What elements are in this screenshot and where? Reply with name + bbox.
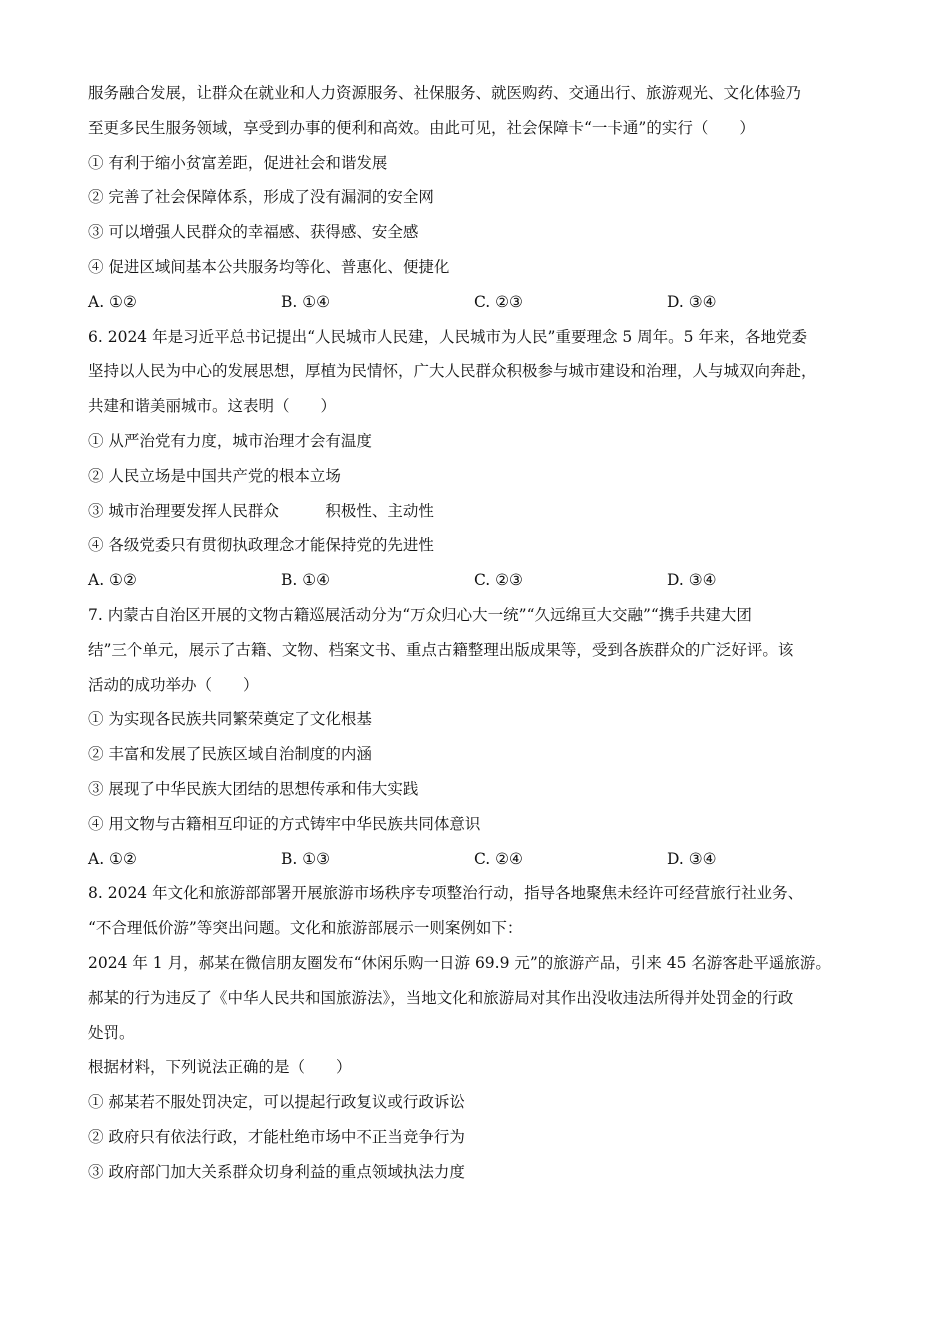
answer-options <box>88 285 888 320</box>
statement: ② 丰富和发展了民族区域自治制度的内涵 <box>88 745 372 764</box>
case-line: 2024 年 1 月，郝某在微信朋友圈发布“休闲乐购一日游 69.9 元”的旅游产品，引来 45 名游客赴平遥旅游。 <box>88 953 831 972</box>
statement: ① 为实现各民族共同繁荣奠定了文化根基 <box>88 710 372 729</box>
option-b: B. ①④ <box>281 292 331 311</box>
stem-line: 7. 内蒙古自治区开展的文物古籍巡展活动分为“万众归心大一统”“久远绵亘大交融”“携手共建大团 <box>88 605 752 624</box>
option-c: C. ②③ <box>474 571 523 590</box>
question-6 <box>88 320 888 598</box>
question-7 <box>88 598 888 876</box>
statement: ③ 展现了中华民族大团结的思想传承和伟大实践 <box>88 779 419 798</box>
option-d: D. ③④ <box>667 849 717 868</box>
stem-line: 结”三个单元，展示了古籍、文物、档案文书、重点古籍整理出版成果等，受到各族群众的广泛好评。该 <box>88 640 794 659</box>
option-c: C. ②④ <box>474 849 523 868</box>
answer-options <box>88 842 888 877</box>
option-b: B. ①③ <box>281 849 331 868</box>
option-d: D. ③④ <box>667 292 717 311</box>
option-a: A. ①② <box>88 292 137 311</box>
statement: ① 有利于缩小贫富差距，促进社会和谐发展 <box>88 153 388 172</box>
exam-page <box>88 76 888 1190</box>
option-c: C. ②③ <box>474 292 523 311</box>
case-line: 郝某的行为违反了《中华人民共和国旅游法》，当地文化和旅游局对其作出没收违法所得并处罚金的行政 <box>88 988 794 1007</box>
statement: ① 郝某若不服处罚决定，可以提起行政复议或行政诉讼 <box>88 1093 465 1112</box>
option-a: A. ①② <box>88 849 137 868</box>
answer-options <box>88 563 888 598</box>
option-d: D. ③④ <box>667 571 717 590</box>
stem-line: 至更多民生服务领域，享受到办事的便利和高效。由此可见，社会保障卡“一卡通”的实行（ ） <box>88 118 755 137</box>
stem-line: 服务融合发展，让群众在就业和人力资源服务、社保服务、就医购药、交通出行、旅游观光、文化体验乃 <box>88 84 802 102</box>
stem-line: 坚持以人民为中心的发展思想，厚植为民情怀，广大人民群众积极参与城市建设和治理，人与城双向奔赴， <box>88 362 817 381</box>
statement: ④ 用文物与古籍相互印证的方式铸牢中华民族共同体意识 <box>88 814 481 833</box>
question-5-continued <box>88 76 888 320</box>
stem-line: “不合理低价游”等突出问题。文化和旅游部展示一则案例如下： <box>88 919 523 938</box>
case-line: 处罚。 <box>88 1023 135 1042</box>
stem-line: 活动的成功举办（ ） <box>88 675 259 694</box>
statement: ② 政府只有依法行政，才能杜绝市场中不正当竞争行为 <box>88 1127 465 1146</box>
statement: ① 从严治党有力度，城市治理才会有温度 <box>88 431 372 450</box>
statement: ③ 城市治理要发挥人民群众 积极性、主动性 <box>88 501 434 520</box>
statement: ③ 可以增强人民群众的幸福感、获得感、安全感 <box>88 223 419 242</box>
statement: ④ 促进区域间基本公共服务均等化、普惠化、便捷化 <box>88 257 450 276</box>
stem-line: 8. 2024 年文化和旅游部部署开展旅游市场秩序专项整治行动，指导各地聚焦未经许可经营旅行社业务、 <box>88 884 804 903</box>
statement: ④ 各级党委只有贯彻执政理念才能保持党的先进性 <box>88 536 434 555</box>
option-b: B. ①④ <box>281 571 331 590</box>
statement: ③ 政府部门加大关系群众切身利益的重点领域执法力度 <box>88 1162 465 1181</box>
stem-line: 共建和谐美丽城市。这表明（ ） <box>88 397 337 416</box>
question-8 <box>88 876 888 1189</box>
stem-line: 6. 2024 年是习近平总书记提出“人民城市人民建，人民城市为人民”重要理念 5 周年。5 年来，各地党委 <box>88 327 807 346</box>
option-a: A. ①② <box>88 571 137 590</box>
stem-line: 根据材料，下列说法正确的是（ ） <box>88 1058 352 1077</box>
statement: ② 人民立场是中国共产党的根本立场 <box>88 466 341 485</box>
statement: ② 完善了社会保障体系，形成了没有漏洞的安全网 <box>88 188 434 207</box>
